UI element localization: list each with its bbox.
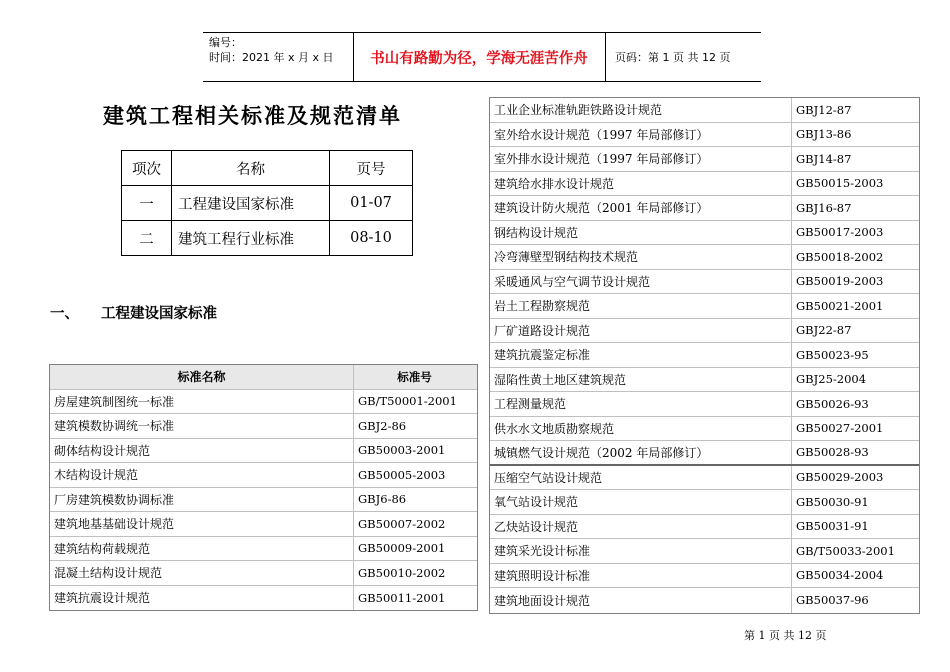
standard-code: GB50011-2001	[358, 590, 446, 605]
table-row	[490, 588, 919, 613]
standard-name: 建筑结构荷载规范	[50, 537, 354, 561]
section-title: 工程建设国家标准	[101, 306, 217, 322]
table-row	[50, 488, 477, 513]
standard-name: 钢结构设计规范	[490, 221, 792, 245]
table-header-row	[50, 365, 477, 390]
standard-code: GB50037-96	[796, 593, 869, 608]
standard-name: 建筑地基基础设计规范	[50, 512, 354, 536]
summary-name: 工程建设国家标准	[172, 186, 330, 221]
standard-name: 城镇燃气设计规范（2002 年局部修订）	[490, 441, 792, 464]
summary-name: 建筑工程行业标准	[172, 221, 330, 256]
standard-name: 压缩空气站设计规范	[490, 466, 792, 490]
standard-name: 建筑采光设计标准	[490, 539, 792, 563]
table-row	[490, 245, 919, 270]
table-row	[50, 463, 477, 488]
standard-code: GB50010-2002	[358, 565, 446, 580]
table-row	[490, 392, 919, 417]
header-motto: 书山有路勤为径，学海无涯苦作舟	[370, 50, 588, 67]
standard-code: GB50031-91	[796, 519, 869, 534]
standard-name: 岩土工程勘察规范	[490, 294, 792, 318]
standard-code: GB/T50001-2001	[358, 394, 457, 409]
table-row	[50, 561, 477, 586]
standard-code: GB50018-2002	[796, 249, 884, 264]
standard-name: 木结构设计规范	[50, 463, 354, 487]
column-header-name: 标准名称	[50, 365, 354, 389]
column-header-code: 标准号	[397, 369, 432, 384]
standard-name: 工程测量规范	[490, 392, 792, 416]
standard-name: 采暖通风与空气调节设计规范	[490, 270, 792, 294]
document-title: 建筑工程相关标准及规范清单	[103, 103, 402, 128]
summary-header-row	[122, 151, 413, 186]
standard-name: 乙炔站设计规范	[490, 515, 792, 539]
table-row	[50, 512, 477, 537]
standard-code: GBJ6-86	[358, 492, 407, 507]
standards-table-right	[489, 97, 920, 614]
code-label: 编号：	[209, 36, 242, 49]
standard-name: 氧气站设计规范	[490, 490, 792, 514]
standard-name: 砌体结构设计规范	[50, 439, 354, 463]
summary-row	[122, 186, 413, 221]
table-row	[490, 172, 919, 197]
standard-code: GBJ13-86	[796, 127, 852, 142]
standard-code: GB50019-2003	[796, 274, 884, 289]
standard-code: GB50007-2002	[358, 516, 446, 531]
standard-code: GB50015-2003	[796, 176, 884, 191]
table-row	[490, 466, 919, 491]
time-label: 时间：2021 年 x 月 x 日	[209, 51, 334, 64]
summary-header-cell: 项次	[122, 151, 172, 186]
standard-code: GBJ14-87	[796, 151, 852, 166]
table-row	[50, 390, 477, 415]
section-number: 一、	[50, 306, 79, 322]
standard-name: 建筑抗震鉴定标准	[490, 343, 792, 367]
summary-table	[121, 150, 413, 256]
summary-pages: 01-07	[330, 186, 413, 221]
table-row	[490, 343, 919, 368]
table-row	[50, 586, 477, 611]
summary-pages: 08-10	[330, 221, 413, 256]
section-heading	[50, 302, 217, 323]
standard-code: GBJ25-2004	[796, 372, 867, 387]
standard-name: 厂矿道路设计规范	[490, 319, 792, 343]
standard-code: GBJ16-87	[796, 200, 852, 215]
summary-no: 二	[122, 221, 172, 256]
standard-code: GB50023-95	[796, 347, 869, 362]
standard-name: 建筑地面设计规范	[490, 588, 792, 613]
table-row	[490, 417, 919, 442]
standard-code: GB50021-2001	[796, 298, 884, 313]
standard-code: GB50030-91	[796, 494, 869, 509]
table-row	[490, 441, 919, 466]
page-header	[203, 32, 761, 82]
table-row	[490, 319, 919, 344]
table-row	[50, 414, 477, 439]
standard-name: 建筑抗震设计规范	[50, 586, 354, 611]
standard-name: 建筑设计防火规范（2001 年局部修订）	[490, 196, 792, 220]
standard-name: 建筑模数协调统一标准	[50, 414, 354, 438]
table-row	[490, 564, 919, 589]
standard-code: GB50028-93	[796, 445, 869, 460]
standards-table-left	[49, 364, 478, 611]
standard-name: 室外排水设计规范（1997 年局部修订）	[490, 147, 792, 171]
table-row	[50, 537, 477, 562]
summary-header-cell: 名称	[172, 151, 330, 186]
summary-no: 一	[122, 186, 172, 221]
standard-code: GB50009-2001	[358, 541, 446, 556]
table-row	[490, 539, 919, 564]
standard-name: 供水水文地质勘察规范	[490, 417, 792, 441]
table-row	[490, 196, 919, 221]
standard-name: 湿陷性黄土地区建筑规范	[490, 368, 792, 392]
standard-name: 厂房建筑模数协调标准	[50, 488, 354, 512]
table-row	[490, 221, 919, 246]
standard-code: GBJ2-86	[358, 418, 407, 433]
table-row	[490, 490, 919, 515]
standard-code: GB50029-2003	[796, 470, 884, 485]
header-page-label: 页码：第 1 页 共 12 页	[615, 51, 731, 64]
standard-code: GBJ22-87	[796, 323, 852, 338]
table-row	[490, 270, 919, 295]
table-row	[490, 98, 919, 123]
footer-page-number: 第 1 页 共 12 页	[744, 629, 827, 642]
standard-name: 室外给水设计规范（1997 年局部修订）	[490, 123, 792, 147]
standard-code: GB50027-2001	[796, 421, 884, 436]
table-row	[490, 123, 919, 148]
standard-code: GB50026-93	[796, 396, 869, 411]
table-row	[490, 515, 919, 540]
standard-code: GB50003-2001	[358, 443, 446, 458]
standard-name: 工业企业标准轨距铁路设计规范	[490, 98, 792, 122]
summary-header-cell: 页号	[330, 151, 413, 186]
header-meta	[209, 35, 334, 65]
standard-code: GB50005-2003	[358, 467, 446, 482]
table-row	[490, 368, 919, 393]
table-row	[50, 439, 477, 464]
standard-code: GB50034-2004	[796, 568, 884, 583]
table-row	[490, 294, 919, 319]
table-row	[490, 147, 919, 172]
summary-row	[122, 221, 413, 256]
header-divider	[605, 33, 606, 81]
standard-code: GBJ12-87	[796, 102, 852, 117]
standard-name: 建筑照明设计标准	[490, 564, 792, 588]
standard-name: 冷弯薄壁型钢结构技术规范	[490, 245, 792, 269]
standard-code: GB50017-2003	[796, 225, 884, 240]
standard-code: GB/T50033-2001	[796, 543, 895, 558]
standard-name: 房屋建筑制图统一标准	[50, 390, 354, 414]
standard-name: 混凝土结构设计规范	[50, 561, 354, 585]
standard-name: 建筑给水排水设计规范	[490, 172, 792, 196]
